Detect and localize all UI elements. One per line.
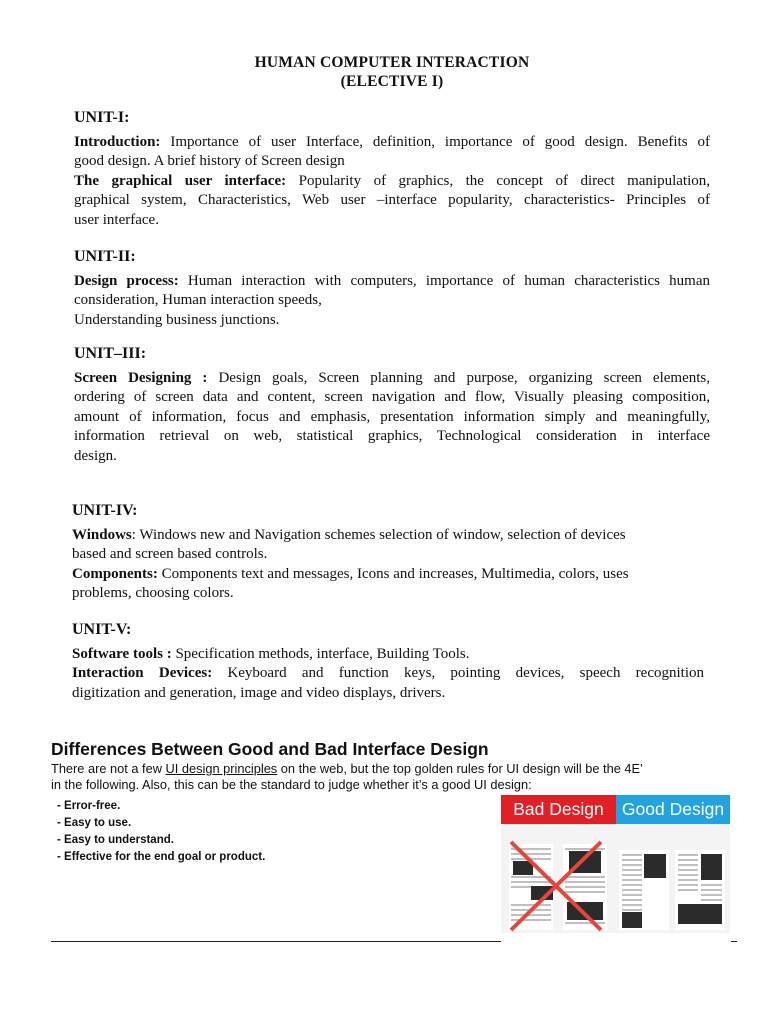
- paragraph-line: design.: [74, 447, 117, 464]
- footer-divider-end: [731, 941, 737, 942]
- unit-paragraph: [74, 172, 710, 231]
- unit-heading: UNIT-II:: [74, 248, 136, 265]
- paragraph-line: user interface.: [74, 211, 159, 228]
- list-item: - Easy to use.: [57, 815, 265, 832]
- unit-5: [72, 620, 704, 703]
- design-comparison-illustration: [501, 824, 730, 933]
- unit-paragraph: [72, 664, 704, 703]
- paragraph-line: Human interaction with computers, importance of human characteristics human: [178, 272, 711, 289]
- ui-design-principles-link[interactable]: UI design principles: [165, 761, 278, 776]
- unit-4: [72, 501, 708, 604]
- bad-vs-good-design-image: [501, 795, 730, 933]
- document-title: HUMAN COMPUTER INTERACTION: [254, 54, 530, 71]
- list-item: - Easy to understand.: [57, 832, 265, 849]
- golden-rules-list: [57, 798, 265, 866]
- paragraph-line: graphical system, Characteristics, Web user –interface popularity, characteristics- Principles of: [74, 192, 710, 208]
- paragraph-line: Understanding business junctions.: [74, 311, 280, 328]
- paragraph-label: Design process:: [74, 272, 179, 289]
- paragraph-line: Components text and messages, Icons and increases, Multimedia, colors, uses: [157, 565, 629, 582]
- paragraph-line: digitization and generation, image and video displays, drivers.: [72, 684, 446, 701]
- unit-heading: UNIT-I:: [74, 109, 130, 126]
- unit-paragraph: [72, 645, 704, 665]
- paragraph-line: problems, choosing colors.: [72, 585, 234, 601]
- unit-1: [74, 108, 710, 230]
- unit-3: [74, 344, 710, 466]
- intro-text: There are not a few: [51, 761, 166, 776]
- paragraph-line: consideration, Human interaction speeds,: [74, 292, 322, 308]
- paragraph-label: The graphical user interface:: [74, 172, 287, 189]
- intro-text: in the following. Also, this can be the standard to judge whether it’s a good UI design:: [51, 777, 532, 792]
- paragraph-line: Popularity of graphics, the concept of direct manipulation,: [286, 172, 710, 189]
- paragraph-line: : Windows new and Navigation schemes selection of window, selection of devices: [131, 526, 626, 543]
- paragraph-label: Screen Designing :: [74, 369, 208, 386]
- list-item: - Error-free.: [57, 798, 265, 815]
- unit-paragraph: [74, 369, 710, 467]
- unit-heading: UNIT-IV:: [72, 502, 138, 519]
- paragraph-line: ordering of screen data and content, screen navigation and flow, Visually pleasing composition,: [74, 389, 710, 405]
- paragraph-line: information retrieval on web, statistical graphics, Technological consideration in interface: [74, 428, 710, 444]
- footer-divider: [51, 941, 501, 942]
- paragraph-label: Windows: [72, 526, 132, 543]
- list-item: - Effective for the end goal or product.: [57, 849, 265, 866]
- bad-design-label: Bad Design: [501, 795, 616, 824]
- unit-paragraph: [74, 133, 710, 172]
- paragraph-line: Importance of user Interface, definition, importance of good design. Benefits of: [160, 133, 710, 150]
- paragraph-line: Specification methods, interface, Building Tools.: [171, 645, 470, 662]
- document-subtitle: (ELECTIVE I): [340, 73, 444, 90]
- paragraph-line: amount of information, focus and emphasis, presentation information simply and meaningfully,: [74, 408, 710, 425]
- section-intro: [51, 761, 751, 793]
- good-design-label: Good Design: [616, 795, 730, 824]
- paragraph-line: Keyboard and function keys, pointing devices, speech recognition: [212, 665, 704, 681]
- unit-heading: UNIT–III:: [74, 345, 147, 362]
- paragraph-line: based and screen based controls.: [72, 546, 268, 562]
- paragraph-label: Components:: [72, 565, 158, 582]
- paragraph-line: good design. A brief history of Screen design: [74, 153, 345, 169]
- section-title: Differences Between Good and Bad Interface Design: [51, 739, 489, 759]
- paragraph-label: Introduction:: [74, 133, 161, 150]
- unit-heading: UNIT-V:: [72, 621, 132, 638]
- unit-paragraph: [72, 526, 708, 565]
- intro-text: on the web, but the top golden rules for UI design will be the 4E’: [277, 761, 643, 776]
- paragraph-label: Software tools :: [72, 645, 172, 662]
- unit-paragraph: [72, 565, 708, 604]
- paragraph-line: Design goals, Screen planning and purpose, organizing screen elements,: [207, 369, 710, 386]
- unit-paragraph: [74, 272, 710, 331]
- paragraph-label: Interaction Devices:: [72, 665, 213, 681]
- unit-2: [74, 247, 710, 330]
